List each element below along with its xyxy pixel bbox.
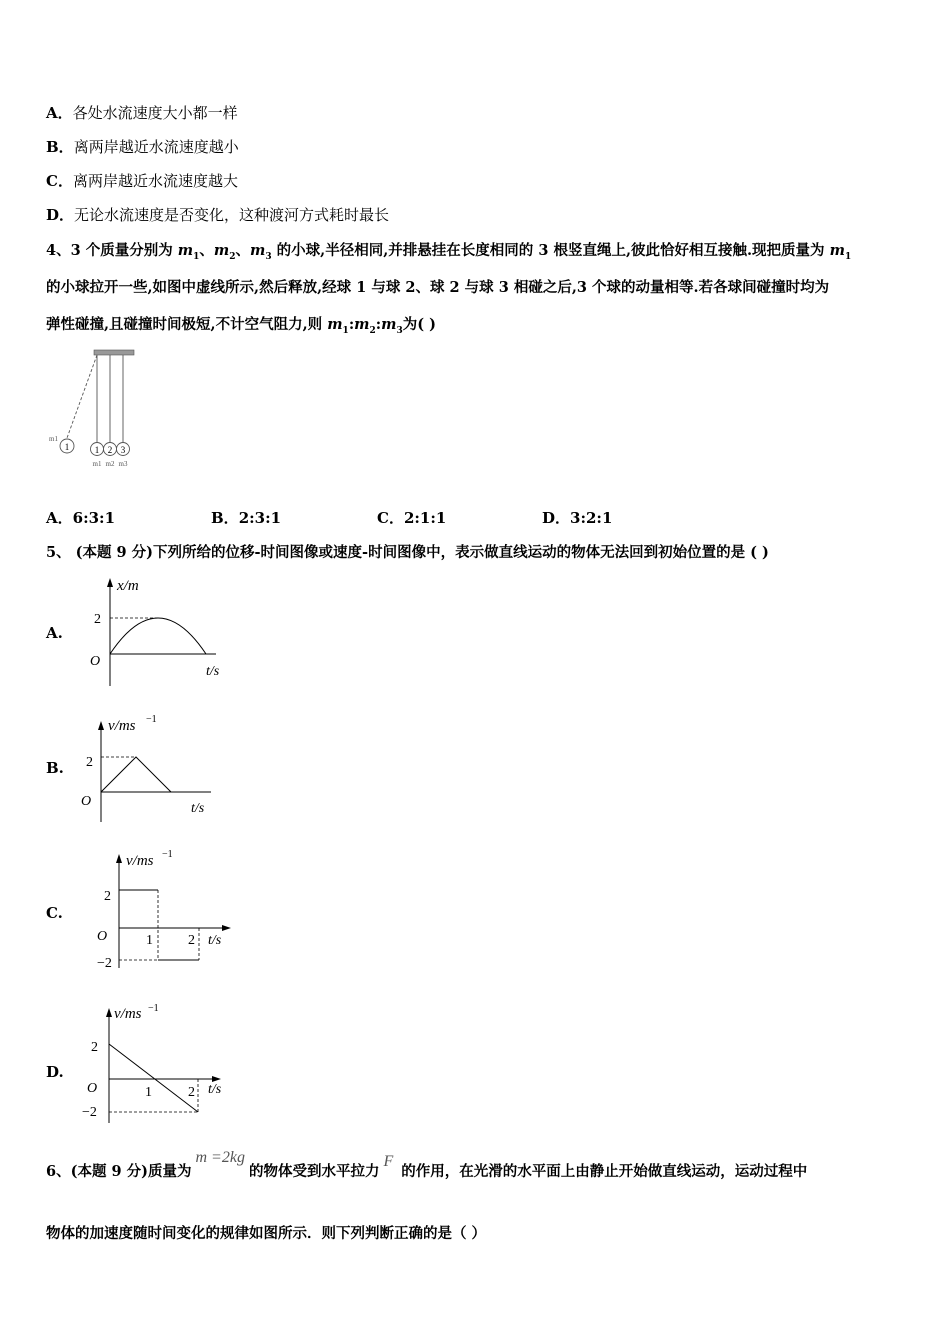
svg-text:1: 1 xyxy=(145,1085,152,1100)
q4-option-d: D．3:2:1 xyxy=(542,509,613,527)
svg-text:2: 2 xyxy=(188,1085,195,1100)
svg-text:m1: m1 xyxy=(92,460,102,468)
svg-text:t/s: t/s xyxy=(208,933,222,948)
svg-text:m3: m3 xyxy=(118,460,128,468)
svg-text:t/s: t/s xyxy=(206,664,220,679)
q5-stem: 5、 (本题 9 分)下列所给的位移-时间图像或速度-时间图像中，表示做直线运动的物体无法回到初始位置的是 ( ) xyxy=(46,544,769,561)
svg-text:m1: m1 xyxy=(49,435,58,443)
q5-graph-c xyxy=(88,843,238,973)
svg-text:v/ms: v/ms xyxy=(114,1006,142,1022)
svg-text:2: 2 xyxy=(94,612,101,627)
svg-text:−1: −1 xyxy=(148,1003,159,1014)
svg-text:v/ms: v/ms xyxy=(108,718,136,734)
svg-text:2: 2 xyxy=(104,889,111,904)
q4-option-b: B．2:3:1 xyxy=(211,509,282,527)
q3-option-d: D．无论水流速度是否变化，这种渡河方式耗时最长 xyxy=(46,206,390,224)
q5-graph-a xyxy=(86,572,231,694)
q5-graph-b xyxy=(76,710,226,830)
svg-text:3: 3 xyxy=(120,445,126,455)
svg-text:v/ms: v/ms xyxy=(126,853,154,869)
q5-label-b: B. xyxy=(46,759,64,777)
svg-text:O: O xyxy=(90,654,101,669)
q4-pendulum-figure xyxy=(44,345,144,475)
svg-text:−2: −2 xyxy=(82,1105,97,1120)
q5-label-d: D. xyxy=(46,1063,64,1081)
svg-text:t/s: t/s xyxy=(191,801,205,816)
q3-option-a: A．各处水流速度大小都一样 xyxy=(46,104,238,122)
svg-text:−1: −1 xyxy=(146,714,157,725)
svg-text:2: 2 xyxy=(188,933,195,948)
q3-option-b: B．离两岸越近水流速度越小 xyxy=(46,138,239,156)
q5-graph-d xyxy=(78,998,233,1128)
q4-option-a: A．6:3:1 xyxy=(46,509,116,527)
svg-text:−1: −1 xyxy=(162,849,173,860)
q4-stem-line2: 的小球拉开一些,如图中虚线所示,然后释放,经球 1 与球 2、球 2 与球 3 相碰之后,3 个球的动量相等.若各球间碰撞时均为 xyxy=(46,279,830,296)
svg-text:1: 1 xyxy=(94,445,100,455)
svg-text:O: O xyxy=(87,1081,98,1096)
ceiling-bar xyxy=(94,350,134,355)
svg-text:O: O xyxy=(81,794,92,809)
svg-text:x/m: x/m xyxy=(117,578,139,594)
q6-stem-line1: 6、(本题 9 分)质量为m =2kg的物体受到水平拉力F的作用，在光滑的水平面上由静止开始做直线运动，运动过程中 xyxy=(46,1149,808,1180)
svg-text:−2: −2 xyxy=(97,956,112,971)
q4-stem-line1: 4、3 个质量分别为 $m_1$、$m_2$、$m_3$ 的小球,半径相同,并排悬挂在长度相同的 3 根竖直绳上,彼此恰好相互接触.现把质量为 $m_1$ xyxy=(46,242,852,262)
svg-text:1: 1 xyxy=(146,933,153,948)
q5-label-a: A. xyxy=(46,624,63,642)
q5-label-c: C. xyxy=(46,904,63,922)
q4-option-c: C．2:1:1 xyxy=(377,509,447,527)
svg-text:2: 2 xyxy=(107,445,113,455)
svg-text:1: 1 xyxy=(64,442,70,452)
svg-text:m2: m2 xyxy=(105,460,115,468)
svg-text:2: 2 xyxy=(91,1040,98,1055)
q3-option-c: C．离两岸越近水流速度越大 xyxy=(46,172,238,190)
q4-stem-line3: 弹性碰撞,且碰撞时间极短,不计空气阻力,则 $m_1:m_2:m_3$为( ) xyxy=(46,316,437,336)
svg-text:O: O xyxy=(97,929,108,944)
svg-text:2: 2 xyxy=(86,755,93,770)
svg-text:t/s: t/s xyxy=(208,1082,222,1097)
q6-stem-line2: 物体的加速度随时间变化的规律如图所示．则下列判断正确的是（ ） xyxy=(46,1225,487,1242)
